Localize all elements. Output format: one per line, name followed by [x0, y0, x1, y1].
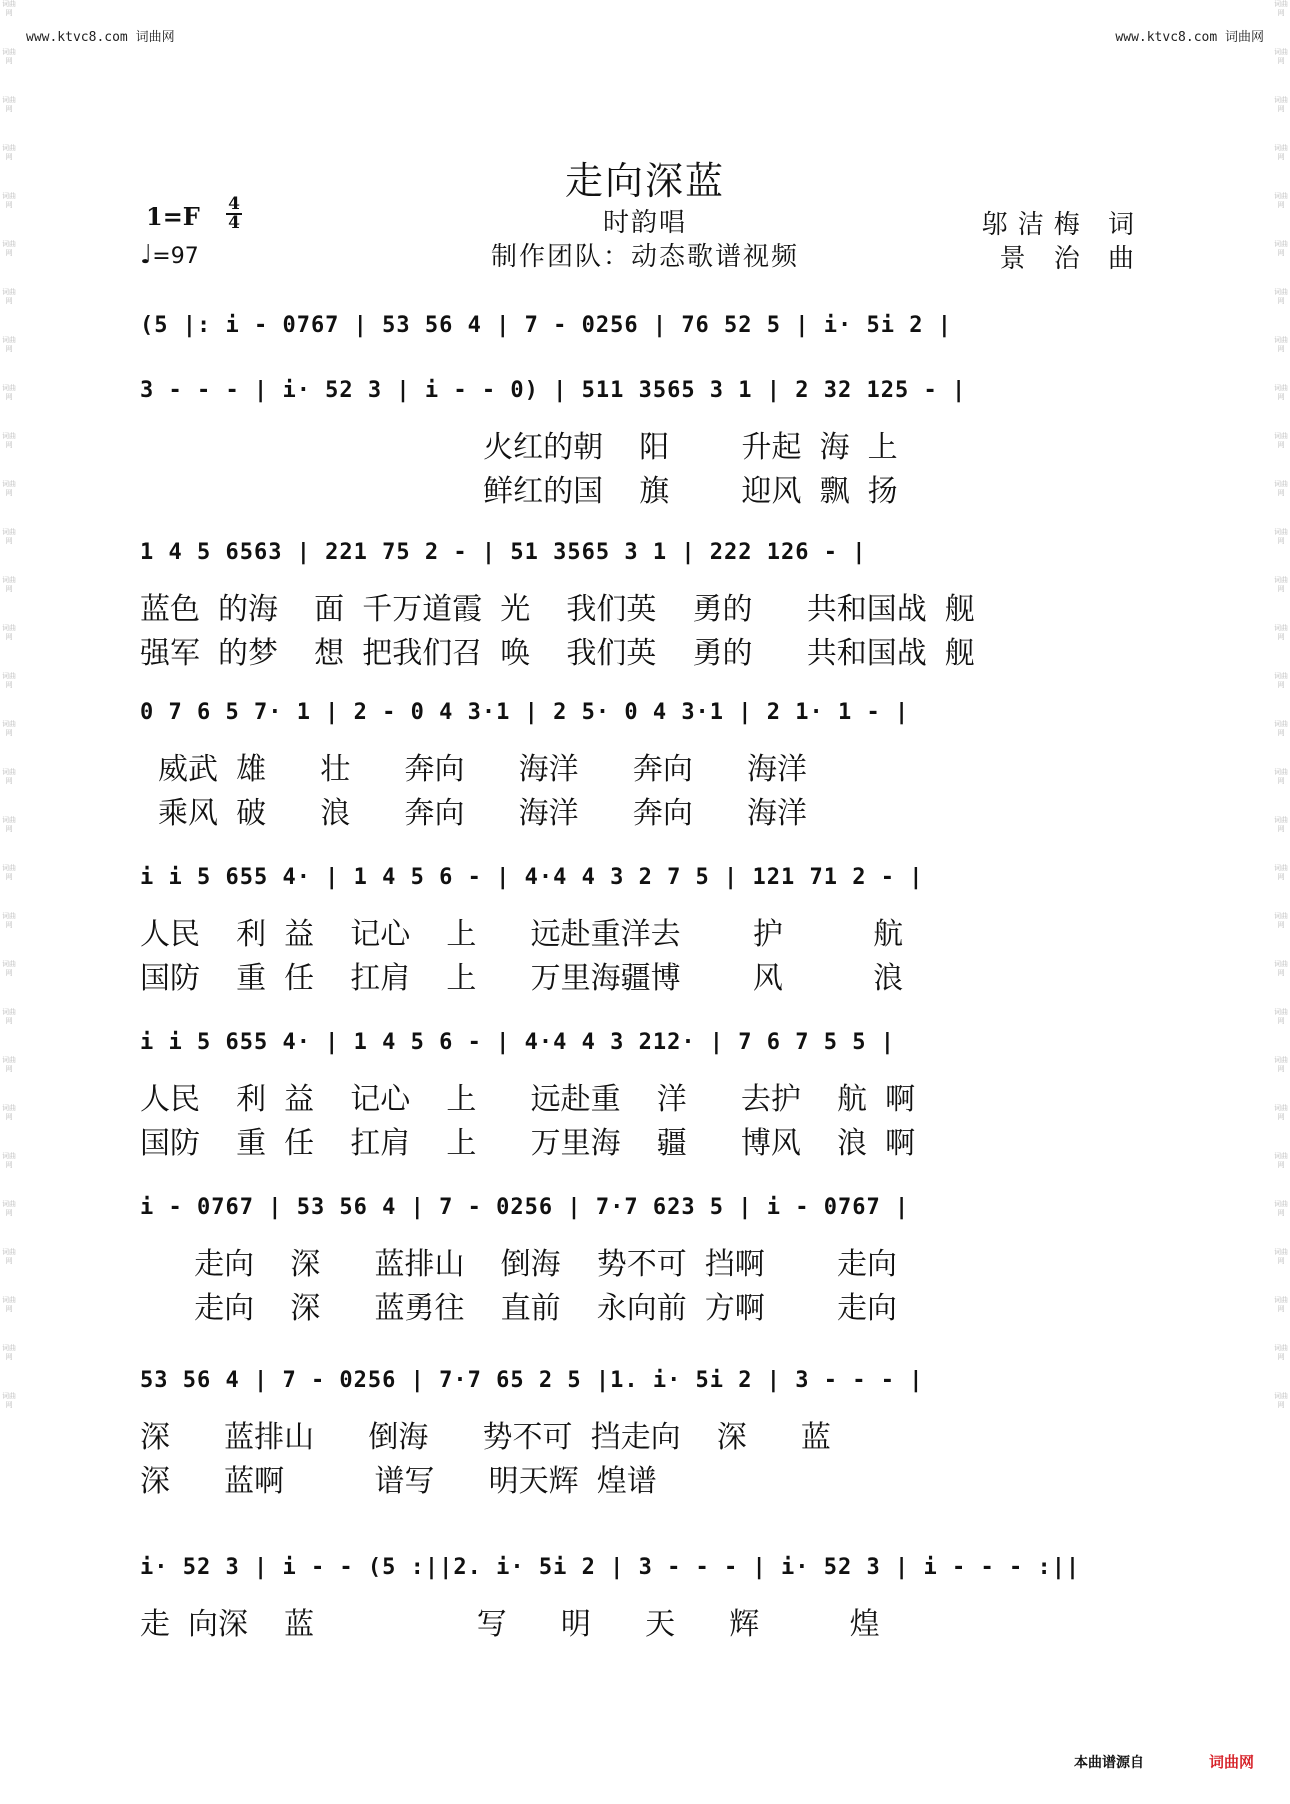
side-watermark-text: 词曲网 [2, 48, 16, 65]
side-watermark-text: 词曲网 [2, 1248, 16, 1265]
side-watermark-text: 词曲网 [1274, 0, 1288, 17]
side-watermark-text: 词曲网 [1274, 144, 1288, 161]
notation-line: i i 5 655 4· | 1 4 5 6 - | 4·4 4 3 2 7 5 | 121 71 2 - | [140, 865, 924, 890]
side-watermark-text: 词曲网 [2, 672, 16, 689]
side-watermark-text: 词曲网 [1274, 192, 1288, 209]
side-watermark-text: 词曲网 [2, 1056, 16, 1073]
side-watermark-text: 词曲网 [2, 720, 16, 737]
side-watermark-text: 词曲网 [1274, 1248, 1288, 1265]
lyric-line: 人民 利 益 记心 上 远赴重洋去 护 航 [140, 917, 904, 952]
side-watermark-text: 词曲网 [2, 1200, 16, 1217]
side-watermark-text: 词曲网 [1274, 1008, 1288, 1025]
source-label: 本曲谱源自 [1074, 1755, 1144, 1771]
lyric-line: 走向 深 蓝勇往 直前 永向前 方啊 走向 [140, 1291, 898, 1326]
notation-line: 3 - - - | i· 52 3 | i - - 0) | 511 3565 3 1 | 2 32 125 - | [140, 378, 967, 403]
singer: 时韵唱 [602, 208, 687, 238]
side-watermark-text: 词曲网 [1274, 336, 1288, 353]
side-watermark-text: 词曲网 [2, 0, 16, 17]
side-watermark-text: 词曲网 [1274, 480, 1288, 497]
side-watermark-text: 词曲网 [1274, 48, 1288, 65]
side-watermark-text: 词曲网 [2, 624, 16, 641]
composer: 景 治 曲 [999, 244, 1144, 274]
side-watermark-text: 词曲网 [1274, 864, 1288, 881]
notation-line: 1 4 5 6563 | 221 75 2 - | 51 3565 3 1 | 222 126 - | [140, 540, 867, 565]
key-signature: 1=F [146, 202, 200, 231]
lyric-line: 深 蓝排山 倒海 势不可 挡走向 深 蓝 [140, 1420, 831, 1455]
lyric-line: 火红的朝 阳 升起 海 上 [140, 430, 898, 465]
side-watermark-text: 词曲网 [2, 432, 16, 449]
side-watermark-text: 词曲网 [2, 1104, 16, 1121]
tempo-value: =97 [152, 244, 199, 269]
side-watermark-text: 词曲网 [1274, 288, 1288, 305]
side-watermark-text: 词曲网 [2, 96, 16, 113]
lyric-line: 威武 雄 壮 奔向 海洋 奔向 海洋 [140, 752, 808, 787]
lyric-line: 蓝色 的海 面 千万道霞 光 我们英 勇的 共和国战 舰 [140, 592, 975, 627]
lyric-line: 乘风 破 浪 奔向 海洋 奔向 海洋 [140, 796, 808, 831]
side-watermark-text: 词曲网 [1274, 528, 1288, 545]
notation-line: 53 56 4 | 7 - 0256 | 7·7 65 2 5 |1. i· 5i 2 | 3 - - - | [140, 1368, 924, 1393]
side-watermark-text: 词曲网 [2, 864, 16, 881]
side-watermark-text: 词曲网 [1274, 768, 1288, 785]
lyricist: 邬洁梅 词 [981, 210, 1144, 240]
lyric-line: 走 向深 蓝 写 明 天 辉 煌 [140, 1607, 880, 1642]
quarter-note-icon: ♩ [140, 240, 153, 270]
notation-line: i i 5 655 4· | 1 4 5 6 - | 4·4 4 3 212· | 7 6 7 5 5 | [140, 1030, 895, 1055]
side-watermark-text: 词曲网 [2, 912, 16, 929]
side-watermark-text: 词曲网 [1274, 624, 1288, 641]
lyric-line: 国防 重 任 扛肩 上 万里海疆博 风 浪 [140, 961, 904, 996]
side-watermark-text: 词曲网 [1274, 1200, 1288, 1217]
lyric-line: 人民 利 益 记心 上 远赴重 洋 去护 航 啊 [140, 1082, 916, 1117]
site-watermark-left: www.ktvc8.com 词曲网 [26, 30, 175, 45]
song-title: 走向深蓝 [564, 159, 725, 203]
side-watermark-text: 词曲网 [1274, 1104, 1288, 1121]
notation-line: 0 7 6 5 7· 1 | 2 - 0 4 3·1 | 2 5· 0 4 3·1 | 2 1· 1 - | [140, 700, 910, 725]
side-watermark-text: 词曲网 [1274, 1392, 1288, 1409]
side-watermark-text: 词曲网 [1274, 1152, 1288, 1169]
time-signature-bottom: 4 [228, 213, 240, 233]
side-watermark-text: 词曲网 [2, 480, 16, 497]
side-watermark-text: 词曲网 [2, 240, 16, 257]
side-watermark-text: 词曲网 [1274, 960, 1288, 977]
side-watermark-text: 词曲网 [1274, 432, 1288, 449]
source-site: 词曲网 [1208, 1753, 1254, 1771]
notation-line: (5 |: i - 0767 | 53 56 4 | 7 - 0256 | 76 52 5 | i· 5i 2 | [140, 313, 952, 338]
side-watermark-text: 词曲网 [1274, 576, 1288, 593]
site-watermark-right: www.ktvc8.com 词曲网 [1115, 30, 1264, 45]
side-watermark-text: 词曲网 [2, 528, 16, 545]
side-watermark-text: 词曲网 [2, 1296, 16, 1313]
side-watermark-text: 词曲网 [2, 288, 16, 305]
lyric-line: 国防 重 任 扛肩 上 万里海 疆 博风 浪 啊 [140, 1126, 916, 1161]
side-watermark-text: 词曲网 [2, 384, 16, 401]
side-watermark-text: 词曲网 [1274, 1296, 1288, 1313]
side-watermark-text: 词曲网 [1274, 1056, 1288, 1073]
production-team: 制作团队：动态歌谱视频 [490, 242, 799, 272]
lyric-line: 强军 的梦 想 把我们召 唤 我们英 勇的 共和国战 舰 [140, 636, 975, 671]
side-watermark-text: 词曲网 [1274, 384, 1288, 401]
side-watermark-text: 词曲网 [1274, 720, 1288, 737]
lyric-line: 深 蓝啊 谱写 明天辉 煌谱 [140, 1464, 657, 1499]
side-watermark-text: 词曲网 [2, 1344, 16, 1361]
side-watermark-text: 词曲网 [1274, 912, 1288, 929]
lyric-line: 走向 深 蓝排山 倒海 势不可 挡啊 走向 [140, 1247, 898, 1282]
side-watermark-text: 词曲网 [2, 1392, 16, 1409]
side-watermark-text: 词曲网 [1274, 816, 1288, 833]
side-watermark-text: 词曲网 [1274, 96, 1288, 113]
side-watermark-text: 词曲网 [2, 1152, 16, 1169]
side-watermark-text: 词曲网 [2, 1008, 16, 1025]
side-watermark-text: 词曲网 [2, 144, 16, 161]
notation-line: i - 0767 | 53 56 4 | 7 - 0256 | 7·7 623 5 | i - 0767 | [140, 1195, 910, 1220]
notation-line: i· 52 3 | i - - (5 :||2. i· 5i 2 | 3 - - - | i· 52 3 | i - - - :|| [140, 1555, 1081, 1580]
side-watermark-text: 词曲网 [1274, 672, 1288, 689]
side-watermark-text: 词曲网 [2, 960, 16, 977]
lyric-line: 鲜红的国 旗 迎风 飘 扬 [140, 474, 898, 509]
time-signature-top: 4 [228, 194, 240, 214]
side-watermark-text: 词曲网 [1274, 1344, 1288, 1361]
side-watermark-text: 词曲网 [2, 192, 16, 209]
side-watermark-text: 词曲网 [2, 816, 16, 833]
side-watermark-text: 词曲网 [2, 576, 16, 593]
side-watermark-text: 词曲网 [1274, 240, 1288, 257]
side-watermark-text: 词曲网 [2, 768, 16, 785]
side-watermark-text: 词曲网 [2, 336, 16, 353]
